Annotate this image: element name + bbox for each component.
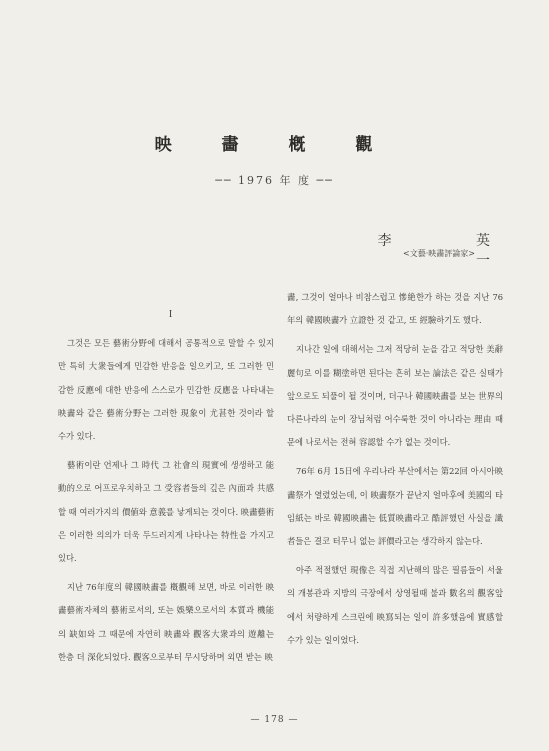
paragraph: 그것은 모든 藝術分野에 대해서 공통적으로 말할 수 있지만 특히 大衆들에게 민감한 반응을 일으키고, 또 그러한 민감한 反應에 대한 반응에 스스로가 민감한 反應을 나타내는 映畵와 같은 藝術分野는 그러한 現象이 尤甚한 것이라 할 수가 있다. (58, 338, 274, 442)
page-number: — 178 — (250, 715, 299, 725)
paragraph: 지나간 일에 대해서는 그저 적당히 눈을 감고 적당한 美辭麗句로 이를 糊塗하면 된다는 흔히 보는 論法은 같은 실태가 앞으로도 되풀이 될 것이며, 더구나 韓國映畵를 보는 世界의 다른나라의 눈이 장님처럼 어수룩한 것이 아니라는 理由 때문에 나로서는 전혀 容認할 수가 없는 것이다. (287, 344, 503, 448)
author-role: <文藝·映畵評論家> (403, 249, 475, 258)
article-title: 映 畵 槪 觀 (154, 135, 395, 155)
left-column (58, 303, 274, 675)
paragraph: 藝術이란 언제나 그 時代 그 社會의 現實에 생생하고 能動的으로 어프로우치하고 그 受容者들의 깊은 內面과 共感할 때 여러가지의 價値와 意義를 낳게되는 것이다. 映畵藝術은 이러한 의의가 더욱 두드러지게 나타나는 特性을 가지고 있다. (58, 460, 274, 564)
section-number: I (168, 309, 173, 320)
article-subtitle: ── 1976 年 度 ── (215, 174, 334, 187)
right-column (287, 286, 503, 658)
author-name: 李 英 一 (377, 233, 530, 269)
paragraph: 畵, 그것이 얼마나 비참스럽고 慘絶한가 하는 것을 지난 76年의 韓國映畵가 立證한 것 같고, 또 經驗하기도 했다. (287, 292, 503, 326)
paragraph: 아주 적절했던 現像은 직접 지난해의 많은 필름들이 서울의 개봉관과 지방의 극장에서 상영될때 불과 數名의 觀客앞에서 처량하게 스크린에 映寫되는 일이 許多했음에 實感할 수가 있는 일이었다. (287, 565, 503, 645)
paragraph: 76年 6月 15日에 우리나라 부산에서는 第22回 아시아映畵祭가 열렸었는데, 이 映畵祭가 끝난지 얼마후에 美國의 타임紙는 바로 韓國映畵는 低質映畵라고 酷評했던 사실을 識者들은 결코 터무니 없는 評價라고는 생각하지 않는다. (287, 466, 503, 547)
paragraph: 지난 76年度의 韓國映畵를 槪觀해 보면, 바로 이러한 映畵藝術자체의 藝術로서의, 또는 娛樂으로서의 本質과 機能의 缺如와 그 때문에 자연히 映畵와 觀客大衆과의 遊離는 한층 더 深化되었다. 觀客으로부터 무시당하며 외면 받는 映 (58, 582, 274, 662)
